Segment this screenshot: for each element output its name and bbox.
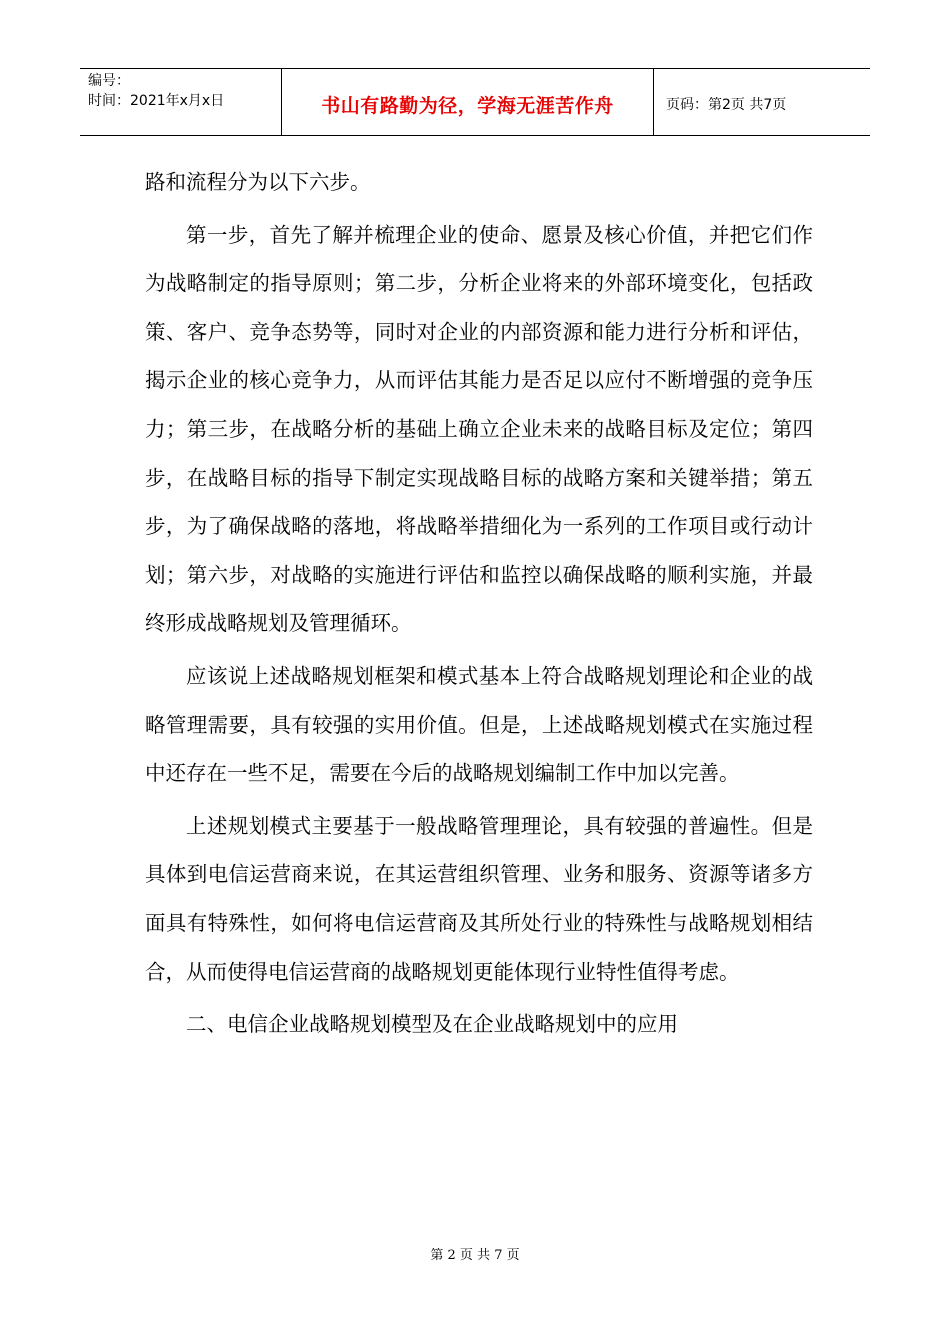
page-header [80, 68, 870, 136]
document-date-label: 时间：2021年x月x日 [88, 93, 225, 109]
paragraph-telecom-specificity: 上述规划模式主要基于一般战略管理理论，具有较强的普遍性。但是具体到电信运营商来说，在其运营组织管理、业务和服务、资源等诸多方面具有特殊性，如何将电信运营商及其所处行业的特殊性与战略规划相结合，从而使得电信运营商的战略规划更能体现行业特性值得考虑。 [145, 813, 813, 984]
page-footer: 第 2 页 共 7 页 [430, 1248, 520, 1263]
document-body [145, 158, 813, 1053]
document-number-label: 编号： [88, 73, 130, 89]
paragraph-assessment: 应该说上述战略规划框架和模式基本上符合战略规划理论和企业的战略管理需要，具有较强的实用价值。但是，上述战略规划模式在实施过程中还存在一些不足，需要在今后的战略规划编制工作中加以完善。 [145, 663, 813, 786]
paragraph-six-steps: 第一步，首先了解并梳理企业的使命、愿景及核心价值，并把它们作为战略制定的指导原则；第二步，分析企业将来的外部环境变化，包括政策、客户、竞争态势等，同时对企业的内部资源和能力进行分析和评估，揭示企业的核心竞争力，从而评估其能力是否足以应付不断增强的竞争压力；第三步，在战略分析的基础上确立企业未来的战略目标及定位；第四步，在战略目标的指导下制定实现战略目标的战略方案和关键举措；第五步，为了确保战略的落地，将战略举措细化为一系列的工作项目或行动计划；第六步，对战略的实施进行评估和监控以确保战略的顺利实施，并最终形成战略规划及管理循环。 [145, 222, 813, 636]
paragraph-continuation: 路和流程分为以下六步。 [145, 170, 371, 194]
section-heading: 二、电信企业战略规划模型及在企业战略规划中的应用 [186, 1012, 678, 1037]
header-page-info: 页码：第2页 共7页 [666, 97, 787, 113]
header-motto: 书山有路勤为径，学海无涯苦作舟 [282, 69, 654, 135]
header-meta [80, 69, 282, 135]
